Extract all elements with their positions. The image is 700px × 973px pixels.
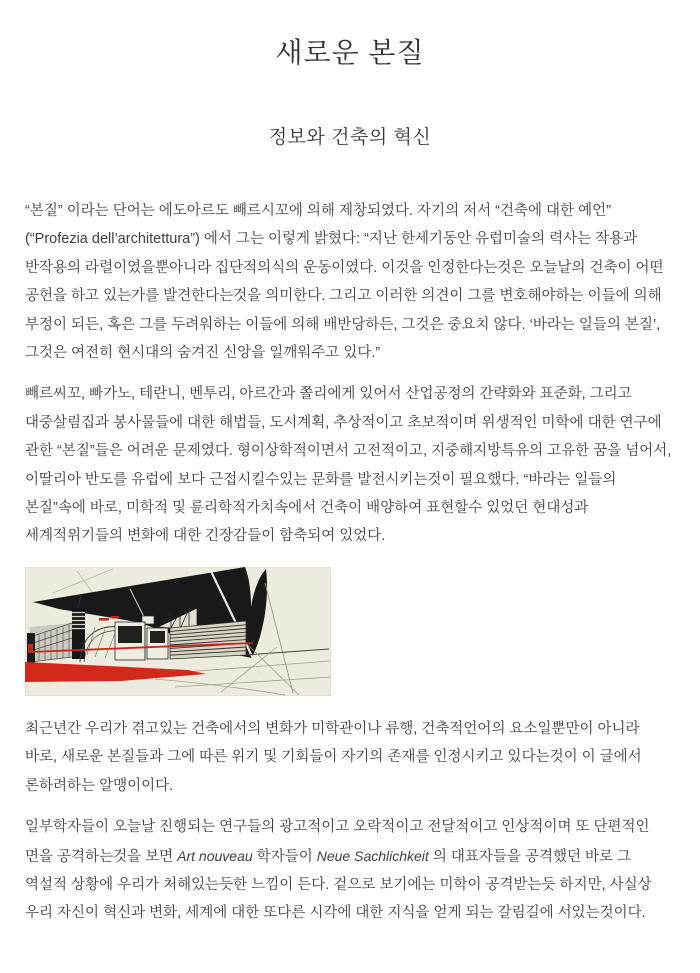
paragraph-4-italic-art-nouveau: Art nouveau [177,847,253,864]
architecture-figure [25,567,331,696]
paragraph-4-italic-neue-sachlichkeit: Neue Sachlichkeit [316,847,429,864]
page-subtitle: 정보와 건축의 혁신 [268,127,432,148]
paragraph-1: “본질” 이라는 단어는 에도아르도 빼르시꼬에 의해 제창되였다. 자기의 저서 “건축에 대한 예언” (“Profezia dell’architettura”) 에서 그는 이렇게 밝혔다: “지난 한세기동안 유럽미술의 력사는 작용과 반작용의 라렬이였을뿐아니라 집단적의식의 운동이였다. 이것을 인정한다는것은 오늘날의 건축이 어떤 공헌을 하고 있는가를 발견한다는것을 의미한다. 그리고 이러한 의견이 그를 변호해야하는 이들에 의해 부정이 되든, 혹은 그를 두려워하는 이들에 의해 배반당하든, 그것은 중요치 않다. ‘바라는 일들의 본질’,그것은 여전히 현시대의 숨겨진 신앙을 일깨워주고 있다.” [25,203,664,362]
futurist-architecture-drawing-image [25,567,331,696]
paragraph-3: 최근년간 우리가 겪고있는 건축에서의 변화가 미학관이나 류행, 건축적언어의 요소일뿐만이 아니라 바로, 새로운 본질들과 그에 따른 위기 및 기회들이 자기의 존재를 인정시키고 있다는것이 이 글에서 론하려하는 알맹이이다. [25,720,642,794]
document-body [25,197,675,928]
paragraph-4-text: 의 대표자들을 공격했던 바로 그 역설적 상황에 우리가 처해있는듯한 느낌이 든다. 겉으로 보기에는 미학이 공격받는듯 하지만, 사실상 우리 자신이 혁신과 변화, 세계에 대한 또다른 시각에 대한 지식을 얻게 되는 갈림길에 서있는것이다. [25,848,652,922]
page-title: 새로운 본질 [275,37,425,68]
paragraph-4 [25,813,675,928]
paragraph-4-text: 일부학자들이 오늘날 진행되는 연구들의 광고적이고 오락적이고 전달적이고 인상적이며 또 단편적인 면을 공격하는것을 보면 [25,819,650,865]
paragraph-2: 빼르씨꼬, 빠가노, 테란니, 벤투리, 아르간과 쫄리에게 있어서 산업공정의 간략화와 표준화, 그리고 대중살림집과 봉사물들에 대한 해법들, 도시계획, 추상적이고 초보적이며 위생적인 미학에 대한 연구에 관한 “본질”들은 어려운 문제였다. 형이상학적이면서 고전적이고, 지중해지방특유의 고유한 꿈을 넘어서, 이딸리아 반도를 유럽에 보다 근접시킬수있는 문화를 발전시키는것이 필요했다. “바라는 일들의 본질”속에 바로, 미학적 및 륜리학적가치속에서 건축이 배양하여 표현할수 있었던 현대성과 세계적위기들의 변화에 대한 긴장감들이 함축되여 있었다. [25,386,672,545]
document-page [0,36,700,973]
paragraph-4-text: 학자들이 [252,848,317,865]
